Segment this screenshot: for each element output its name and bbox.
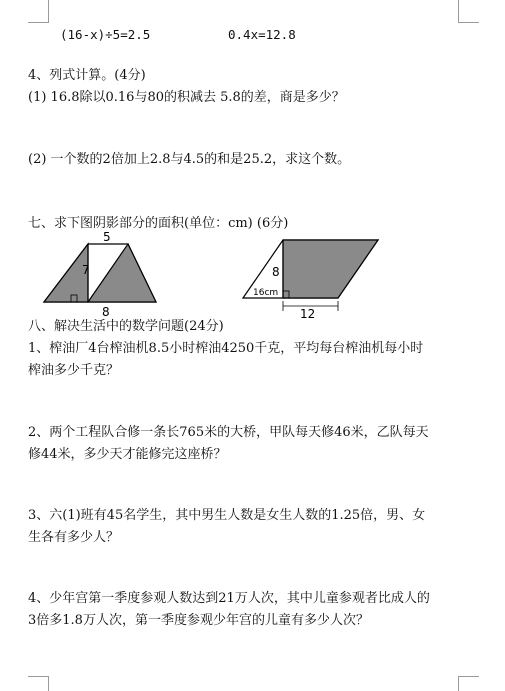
- page-corner-bottom-right: [458, 676, 479, 691]
- height-label: 7: [82, 263, 90, 277]
- section-4-heading: 4、列式计算。(4分): [28, 68, 146, 83]
- section-7-heading: 七、求下图阴影部分的面积(单位：cm) (6分): [28, 216, 289, 231]
- problem-3-line-2: 生各有多少人？: [28, 530, 120, 545]
- problem-2-line-2: 修44米，多少天才能修完这座桥？: [28, 447, 227, 462]
- problem-3-line-1: 3、六(1)班有45名学生，其中男生人数是女生人数的1.25倍，男、女: [28, 508, 426, 523]
- parallelogram-base-label: 12: [300, 307, 316, 321]
- problem-4-line-1: 4、少年宫第一季度参观人数达到21万人次，其中儿童参观者比成人的: [28, 591, 430, 606]
- bottom-base-label: 8: [102, 305, 110, 319]
- problem-4-line-2: 3倍多1.8万人次，第一季度参观少年宫的儿童有多少人次？: [28, 613, 369, 628]
- problem-1-line-1: 1、榨油厂4台榨油机8.5小时榨油4250千克，平均每台榨油机每小时: [28, 341, 424, 356]
- page-corner-top-right: [458, 0, 479, 23]
- equation-1: (16-x)÷5=2.5: [60, 27, 151, 42]
- top-base-label: 5: [103, 230, 111, 244]
- section-4-question-1: (1) 16.8除以0.16与80的积减去 5.8的差，商是多少？: [28, 90, 345, 105]
- shaded-trapezoid: [283, 240, 378, 298]
- trapezoid-figure: [30, 228, 170, 320]
- equation-2: 0.4x=12.8: [228, 27, 296, 42]
- section-4-question-2: (2) 一个数的2倍加上2.8与4.5的和是25.2，求这个数。: [28, 152, 351, 167]
- page-corner-bottom-left: [28, 676, 49, 691]
- page-corner-top-left: [28, 0, 49, 23]
- problem-2-line-1: 2、两个工程队合修一条长765米的大桥，甲队每天修46米，乙队每天: [28, 425, 429, 440]
- problem-1-line-2: 榨油多少千克？: [28, 363, 120, 378]
- parallelogram-figure: [238, 234, 384, 322]
- slant-side-label: 16cm: [253, 288, 279, 298]
- section-8-heading: 八、解决生活中的数学问题(24分): [28, 319, 224, 334]
- parallelogram-height-label: 8: [272, 265, 280, 279]
